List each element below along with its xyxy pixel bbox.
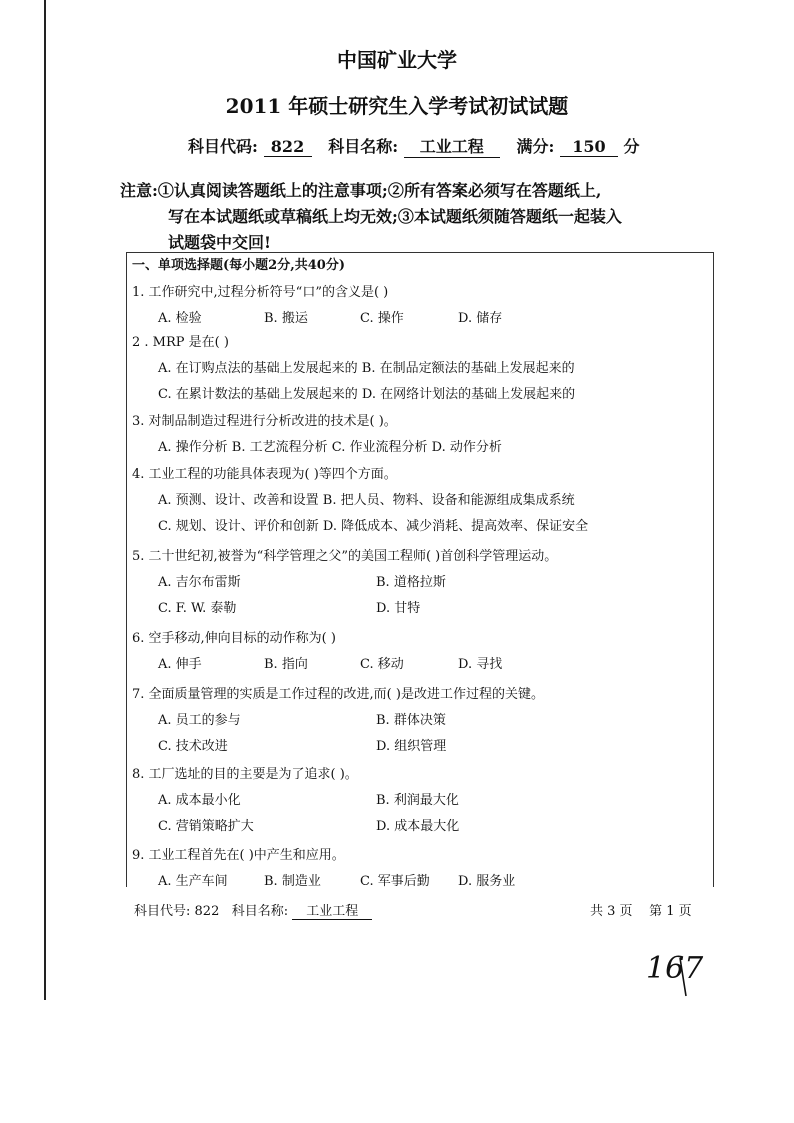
notice-line-3: 试题袋中交回! [168, 233, 272, 252]
question-option: A. 预测、设计、改善和设置 B. 把人员、物料、设备和能源组成集成系统 [158, 493, 575, 508]
handwritten-page-number [640, 938, 710, 998]
question-option: D. 甘特 [376, 601, 421, 616]
footer-subject [134, 900, 372, 920]
question-stem: 6. 空手移动,伸向目标的动作称为( ) [132, 631, 336, 646]
footer-total-pages: 共 3 页 [590, 904, 633, 919]
question-option: C. 技术改进 [158, 739, 228, 754]
footer-name-label: 科目名称: [231, 904, 289, 919]
scan-left-edge [44, 0, 46, 1000]
question-option: A. 检验 [158, 311, 202, 326]
question-option: A. 操作分析 B. 工艺流程分析 C. 作业流程分析 D. 动作分析 [158, 440, 502, 455]
notice-line-2: 写在本试题纸或草稿纸上均无效;③本试题纸须随答题纸一起装入 [168, 207, 622, 226]
question-option: B. 制造业 [264, 874, 321, 889]
question-option: D. 寻找 [458, 657, 503, 672]
question-option: A. 在订购点法的基础上发展起来的 B. 在制品定额法的基础上发展起来的 [158, 361, 575, 376]
question-option: D. 储存 [458, 311, 503, 326]
score-unit: 分 [623, 137, 640, 156]
notice-line-1: 注意:①认真阅读答题纸上的注意事项;②所有答案必须写在答题纸上, [120, 181, 602, 200]
code-label: 科目代码: [188, 137, 258, 156]
question-option: D. 成本最大化 [376, 819, 460, 834]
name-label: 科目名称: [328, 137, 399, 156]
question-option: A. 员工的参与 [158, 713, 241, 728]
question-option: B. 道格拉斯 [376, 575, 446, 590]
question-option: C. 规划、设计、评价和创新 D. 降低成本、减少消耗、提高效率、保证安全 [158, 519, 589, 534]
footer-pages [590, 900, 692, 919]
question-stem: 7. 全面质量管理的实质是工作过程的改进,而( )是改进工作过程的关键。 [132, 687, 544, 702]
question-option: B. 指向 [264, 657, 308, 672]
question-option: A. 生产车间 [158, 874, 228, 889]
question-option: C. 操作 [360, 311, 404, 326]
code-value: 822 [264, 137, 312, 157]
question-stem: 5. 二十世纪初,被誉为“科学管理之父”的美国工程师( )首创科学管理运动。 [132, 549, 558, 564]
question-option: A. 伸手 [158, 657, 202, 672]
section-heading: 一、单项选择题(每小题2分,共40分) [132, 258, 345, 273]
question-option: B. 利润最大化 [376, 793, 459, 808]
question-stem: 2 . MRP 是在( ) [132, 335, 229, 350]
exam-title: 2011 年硕士研究生入学考试初试试题 [225, 94, 569, 118]
question-option: B. 群体决策 [376, 713, 446, 728]
question-stem: 3. 对制品制造过程进行分析改进的技术是( )。 [132, 414, 397, 429]
question-stem: 1. 工作研究中,过程分析符号“口”的含义是( ) [132, 285, 389, 300]
handwritten-annotation-text: 167 [646, 951, 704, 986]
question-stem: 4. 工业工程的功能具体表现为( )等四个方面。 [132, 467, 397, 482]
score-label: 满分: [516, 137, 555, 156]
question-option: A. 吉尔布雷斯 [158, 575, 241, 590]
question-option: A. 成本最小化 [158, 793, 241, 808]
question-stem: 9. 工业工程首先在( )中产生和应用。 [132, 848, 345, 863]
question-option: C. 营销策略扩大 [158, 819, 254, 834]
question-option: D. 服务业 [458, 874, 516, 889]
footer-page-number: 第 1 页 [649, 904, 692, 919]
footer-name-value: 工业工程 [292, 900, 372, 920]
question-option: C. 在累计数法的基础上发展起来的 D. 在网络计划法的基础上发展起来的 [158, 387, 576, 402]
question-option: C. 移动 [360, 657, 404, 672]
name-value: 工业工程 [404, 134, 500, 158]
subject-line [188, 134, 640, 158]
question-option: C. 军事后勤 [360, 874, 430, 889]
footer-code-label: 科目代号: [134, 904, 191, 919]
question-stem: 8. 工厂选址的目的主要是为了追求( )。 [132, 767, 358, 782]
university-name: 中国矿业大学 [337, 48, 457, 72]
question-option: B. 搬运 [264, 311, 308, 326]
question-option: D. 组织管理 [376, 739, 447, 754]
score-value: 150 [560, 137, 618, 157]
footer-code-value: 822 [194, 904, 220, 919]
question-option: C. F. W. 泰勒 [158, 601, 237, 616]
